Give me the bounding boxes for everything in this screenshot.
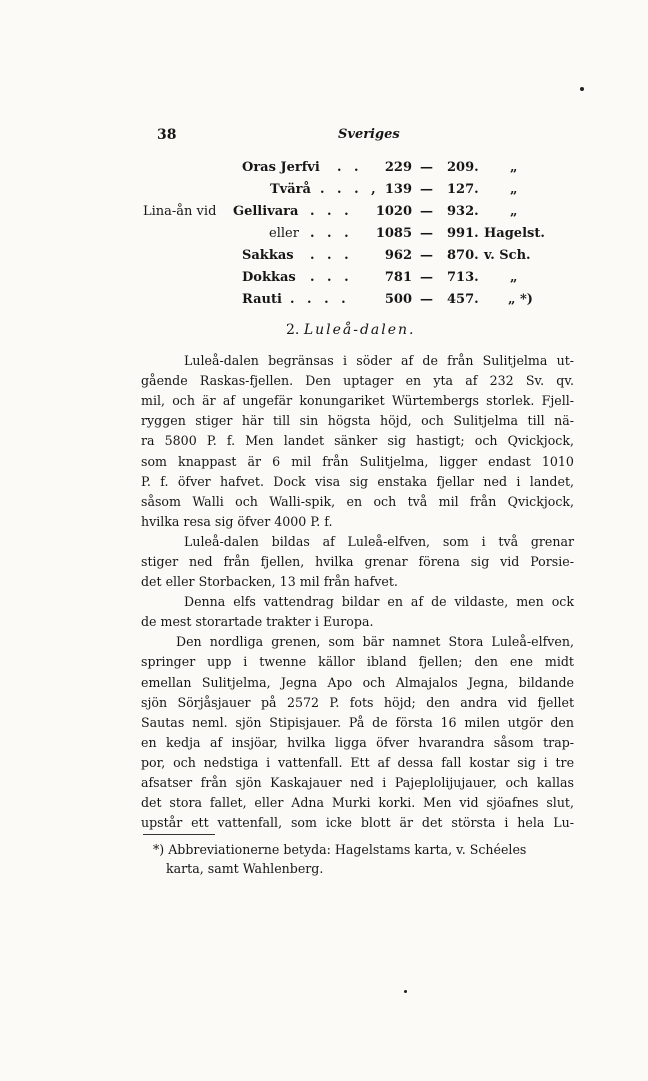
- leader-dots: . .: [337, 160, 363, 175]
- dash: —: [420, 292, 433, 307]
- text-line: det stora fallet, eller Adna Murki korki. Men vid sjöafnes slut,: [141, 795, 574, 810]
- text-line: som knappast är 6 mil från Sulitjelma, ligger endast 1010: [141, 454, 574, 469]
- footnote-line: *) Abbreviationerne betyda: Hagelstams karta, v. Schéeles: [153, 842, 527, 857]
- altitude-value: 962: [384, 248, 412, 263]
- table-row: [0, 160, 648, 180]
- altitude-value: 1085: [375, 226, 412, 241]
- text-line: hvilka resa sig öfver 4000 P. f.: [141, 514, 333, 529]
- dash: —: [420, 160, 433, 175]
- text-line: afsatser från sjön Kaskajauer ned i Pajeplolijujauer, och kallas: [141, 775, 574, 790]
- text-line: Den nordliga grenen, som bär namnet Stora Luleå-elfven,: [176, 634, 574, 649]
- altitude-value-2: 457.: [447, 292, 479, 307]
- footnote-line: karta, samt Wahlenberg.: [166, 861, 324, 876]
- source-note: „: [510, 204, 518, 219]
- text-line: emellan Sulitjelma, Jegna Apo och Almajalos Jegna, bildande: [141, 675, 574, 690]
- altitude-value-2: 870.: [447, 248, 479, 263]
- source-note: Hagelst.: [484, 226, 545, 241]
- section-number: 2.: [286, 322, 300, 338]
- text-line: en kedja af insjöar, hvilka ligga öfver hvarandra såsom trap-: [141, 735, 575, 750]
- ink-speck: [580, 87, 584, 91]
- running-head: Sveriges: [338, 127, 400, 142]
- altitude-value: 229: [384, 160, 412, 175]
- text-line: gående Raskas-fjellen. Den uptager en yta af 232 Sv. qv.: [141, 373, 574, 388]
- leader-dots: . . .: [310, 248, 353, 263]
- leader-dots: . . .: [310, 204, 353, 219]
- ink-speck: [404, 990, 407, 993]
- leader-dots: . . . ,: [320, 182, 380, 197]
- altitude-value: 1020: [375, 204, 412, 219]
- place-name: Sakkas: [242, 248, 294, 263]
- dash: —: [420, 248, 433, 263]
- section-title: Luleå-dalen.: [303, 322, 416, 338]
- place-name: Gellivara: [233, 204, 299, 219]
- text-line: de mest storartade trakter i Europa.: [141, 614, 374, 629]
- table-row: [0, 204, 648, 224]
- table-row: [0, 270, 648, 290]
- text-line: sjön Sörjåsjauer på 2572 P. fots höjd; den andra vid fjellet: [141, 695, 575, 710]
- text-line: det eller Storbacken, 13 mil från hafvet.: [141, 574, 398, 589]
- text-line: upstår ett vattenfall, som icke blott är det största i hela Lu-: [141, 815, 575, 830]
- leader-dots: . . .: [310, 226, 353, 241]
- text-line: såsom Walli och Walli-spik, en och två mil från Qvickjock,: [141, 494, 575, 509]
- source-note: „: [510, 182, 518, 197]
- altitude-value-2: 932.: [447, 204, 479, 219]
- source-note: „: [510, 160, 518, 175]
- place-name: Tvärå: [270, 182, 311, 197]
- dash: —: [420, 204, 433, 219]
- dash: —: [420, 182, 433, 197]
- leader-dots: . . .: [310, 270, 353, 285]
- text-line: Luleå-dalen begränsas i söder af de från Sulitjelma ut-: [184, 353, 575, 368]
- dash: —: [420, 270, 433, 285]
- text-line: mil, och är af ungefär konungariket Würtembergs storlek. Fjell-: [141, 393, 575, 408]
- place-name: eller: [269, 226, 299, 241]
- altitude-value: 781: [384, 270, 412, 285]
- dash: —: [420, 226, 433, 241]
- text-line: Sautas neml. sjön Stipisjauer. På de första 16 milen utgör den: [141, 715, 574, 730]
- altitude-value: 500: [384, 292, 412, 307]
- footnote-rule: [143, 834, 215, 835]
- text-line: springer upp i twenne källor ibland fjellen; den ene midt: [141, 654, 574, 669]
- place-name: Dokkas: [242, 270, 296, 285]
- altitude-value-2: 127.: [447, 182, 479, 197]
- altitude-value-2: 713.: [447, 270, 479, 285]
- text-line: stiger ned från fjellen, hvilka grenar förena sig vid Porsie-: [141, 554, 574, 569]
- source-note: „: [510, 270, 518, 285]
- river-prefix: Lina-ån vid: [143, 204, 217, 219]
- text-line: ra 5800 P. f. Men landet sänker sig hastigt; och Qvickjock,: [141, 433, 574, 448]
- page-number: 38: [157, 127, 177, 143]
- source-note: v. Sch.: [484, 248, 531, 263]
- text-line: por, och nedstiga i vattenfall. Ett af dessa fall kostar sig i tre: [141, 755, 575, 770]
- altitude-value-2: 991.: [447, 226, 479, 241]
- text-line: Denna elfs vattendrag bildar en af de vildaste, men ock: [184, 594, 574, 609]
- text-line: ryggen stiger här till sin högsta höjd, och Sulitjelma till nä-: [141, 413, 575, 428]
- table-row: [0, 248, 648, 268]
- table-row: [0, 226, 648, 246]
- place-name: Rauti: [242, 292, 282, 307]
- place-name: Oras Jerfvi: [242, 160, 320, 175]
- section-heading: [286, 322, 416, 338]
- table-row: [0, 292, 648, 312]
- altitude-value-2: 209.: [447, 160, 479, 175]
- table-row: [0, 182, 648, 202]
- text-line: P. f. öfver hafvet. Dock visa sig enstaka fjellar ned i landet,: [141, 474, 575, 489]
- leader-dots: . . . .: [290, 292, 350, 307]
- altitude-value: 139: [384, 182, 412, 197]
- source-note: „ *): [508, 292, 533, 307]
- text-line: Luleå-dalen bildas af Luleå-elfven, som i två grenar: [184, 534, 575, 549]
